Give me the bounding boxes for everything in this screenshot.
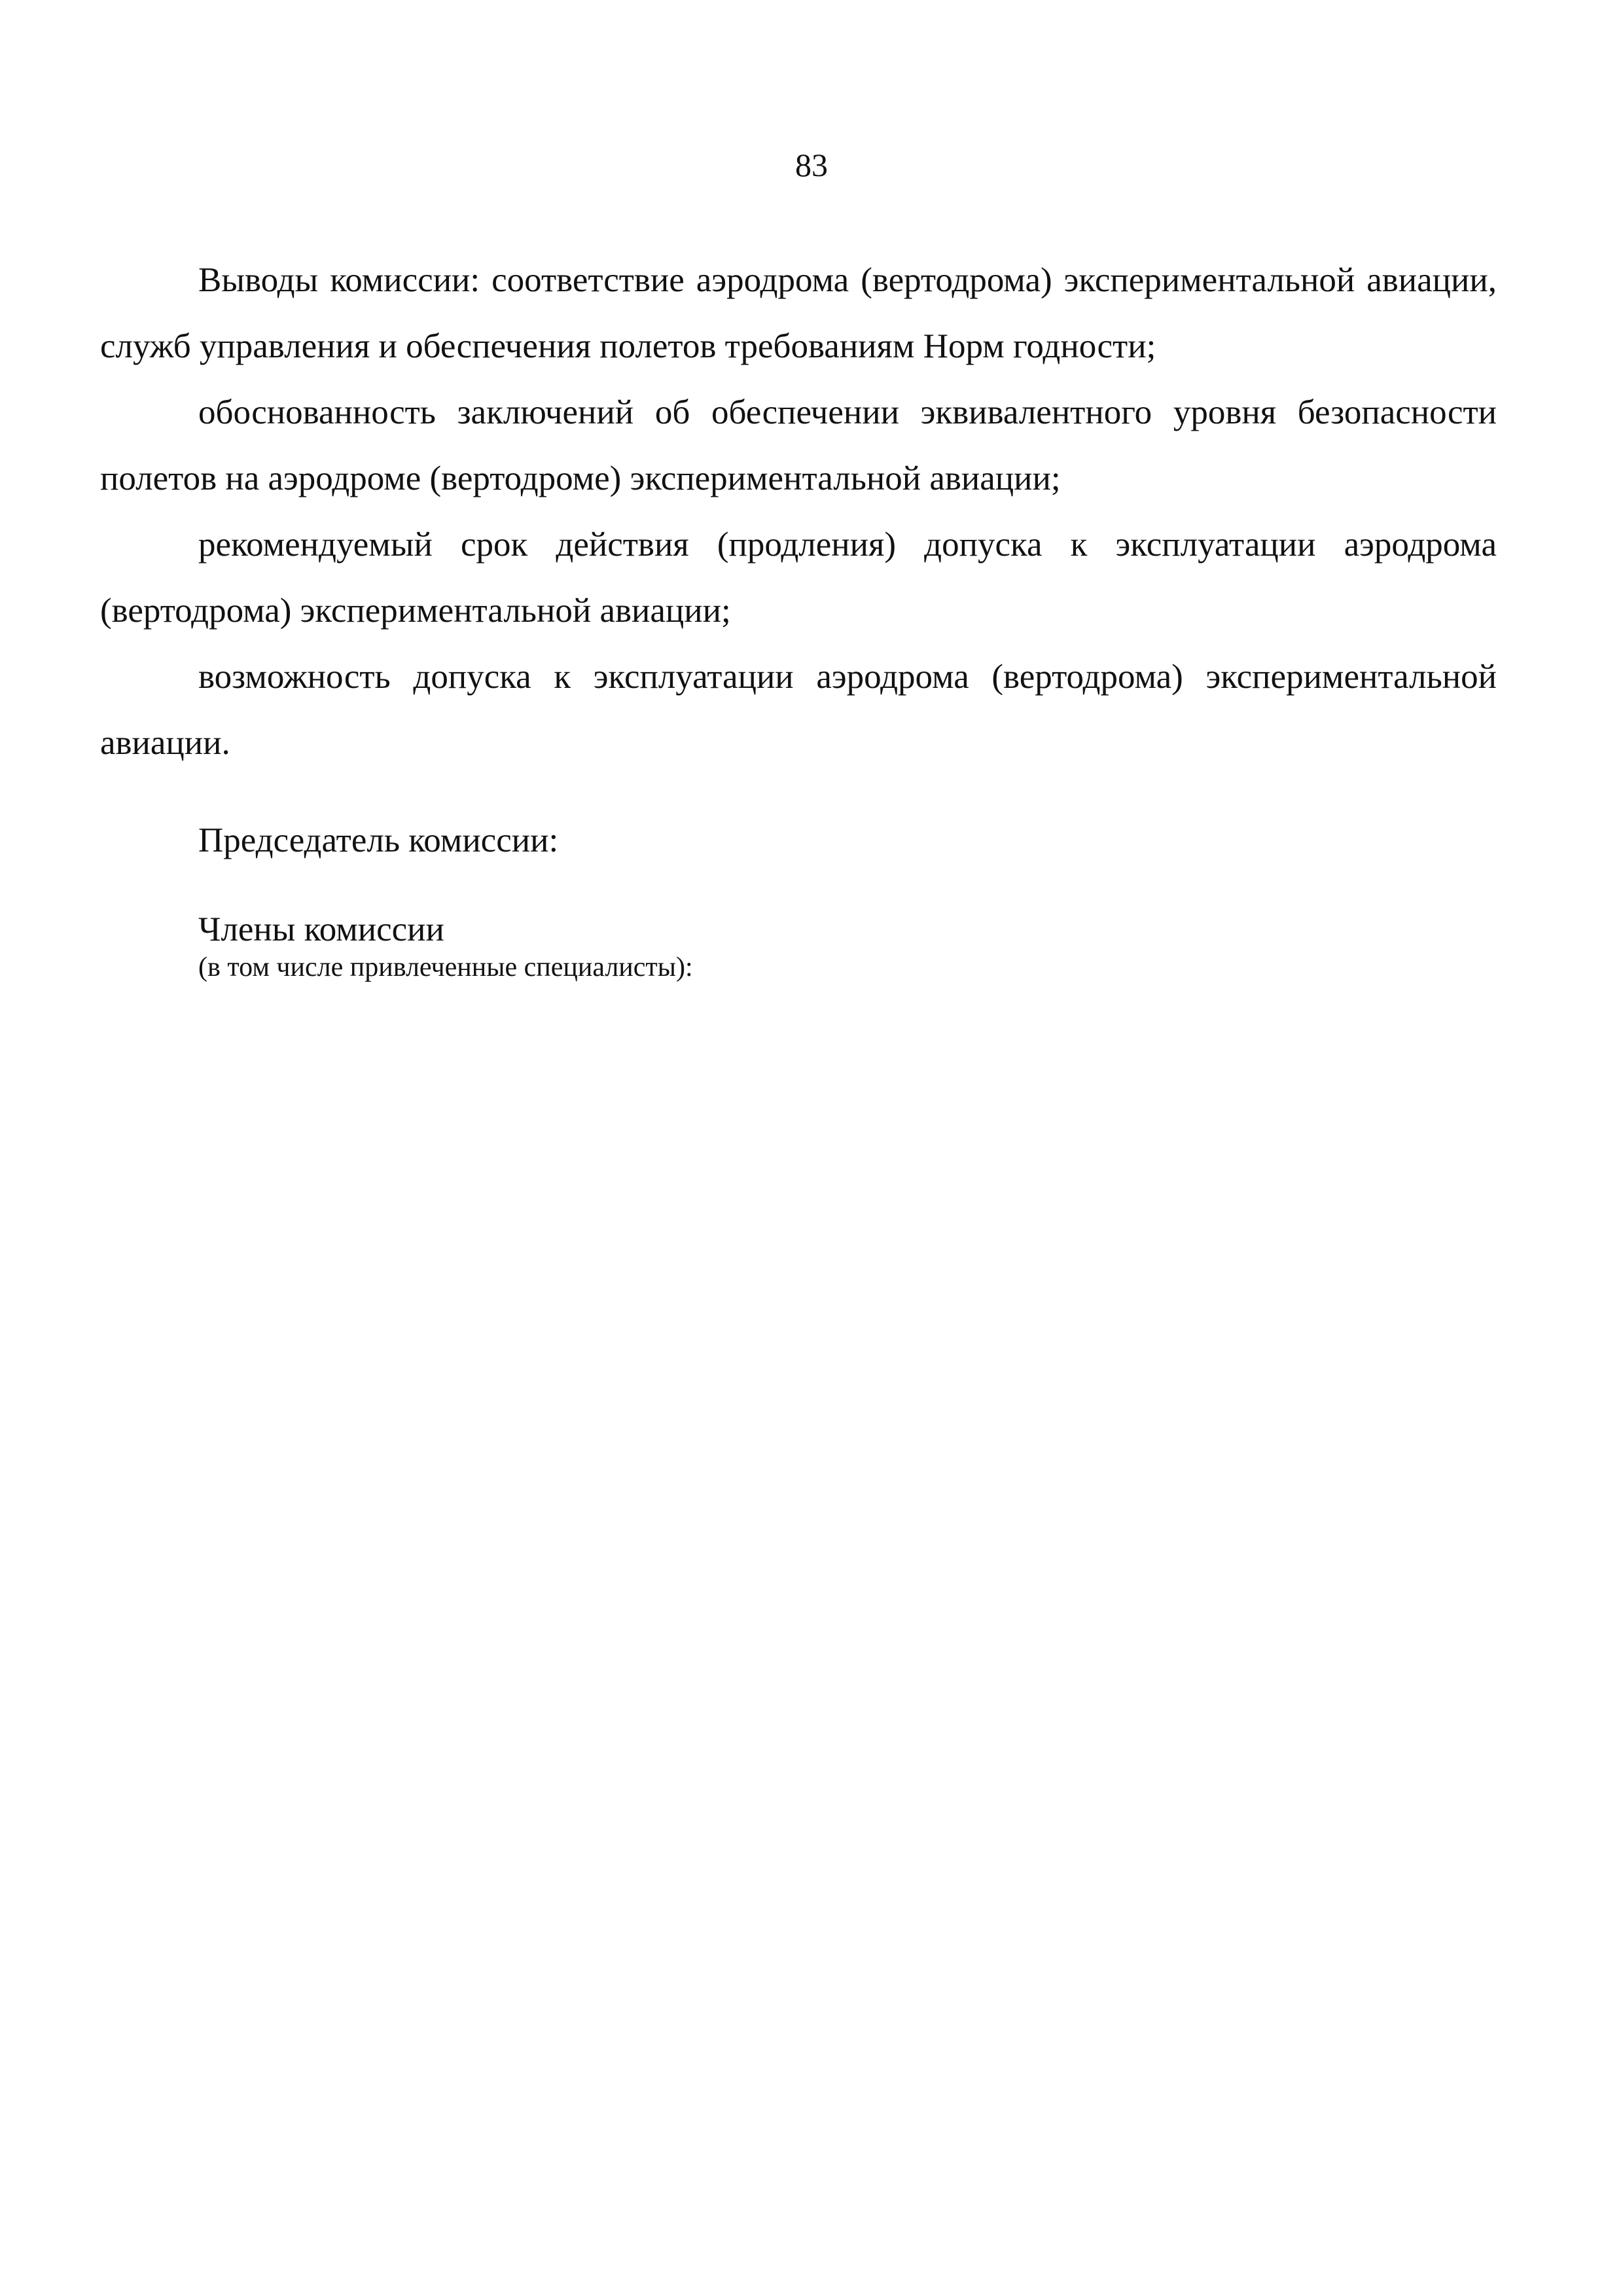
members-note: (в том числе привлеченные специалисты): — [198, 952, 693, 982]
paragraph-admission-possibility: возможность допуска к эксплуатации аэродрома (вертодрома) экспериментальной авиации. — [100, 658, 1497, 762]
chairman-label: Председатель комиссии: — [198, 821, 559, 859]
signature-block — [198, 819, 693, 984]
paragraph-conclusions: Выводы комиссии: соответствие аэродрома (вертодрома) экспериментальной авиации, служб управления и обеспечения полетов требованиям Норм годности; — [100, 261, 1497, 365]
document-body — [100, 247, 1497, 776]
paragraph-validity-term: рекомендуемый срок действия (продления) допуска к эксплуатации аэродрома (вертодрома) экспериментальной авиации; — [100, 526, 1497, 630]
paragraph-justification: обоснованность заключений об обеспечении эквивалентного уровня безопасности полетов на аэродроме (вертодроме) экспериментальной авиации; — [100, 393, 1497, 497]
members-label: Члены комиссии — [198, 910, 444, 948]
page-number: 83 — [795, 147, 828, 183]
